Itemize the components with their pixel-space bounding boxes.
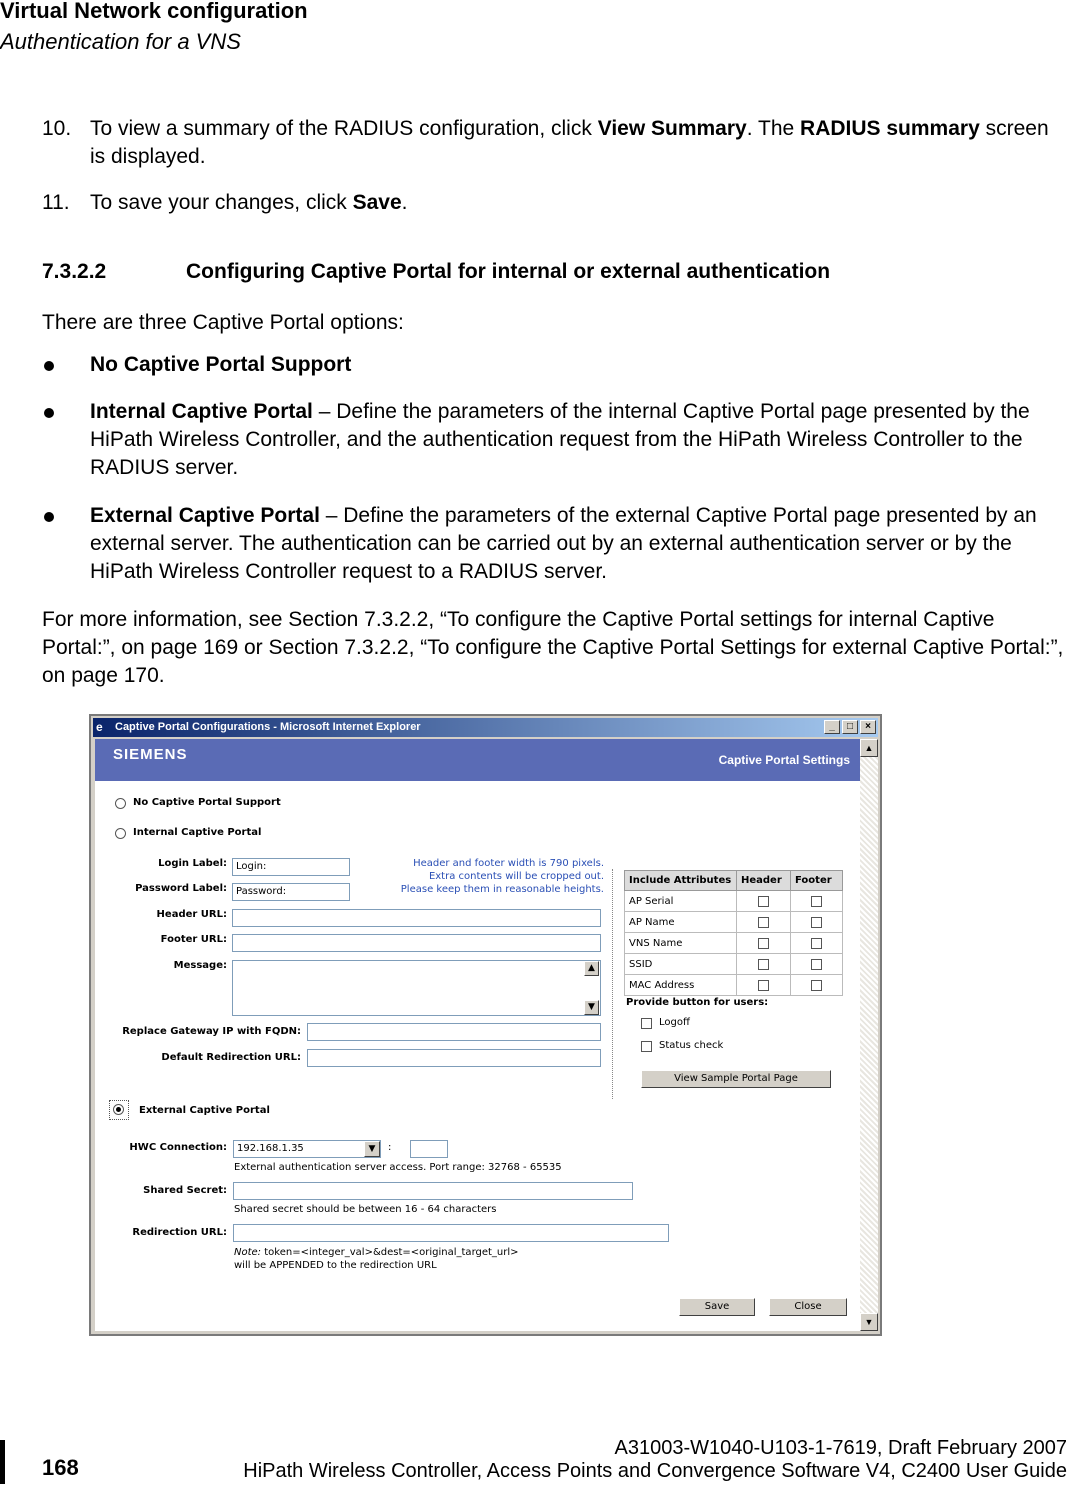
note-text: will be APPENDED to the redirection URL xyxy=(234,1260,437,1271)
footer-url-label: Footer URL: xyxy=(160,934,227,945)
hwc-hint: External authentication server access. Port range: 32768 - 65535 xyxy=(234,1162,562,1173)
bullet-text xyxy=(90,351,1050,379)
maximize-icon[interactable]: □ xyxy=(842,720,858,734)
step-text-part: screen is displayed. xyxy=(90,117,1049,168)
col-header: Header xyxy=(737,871,791,891)
radio-no-portal[interactable] xyxy=(115,798,126,809)
ie-icon: e xyxy=(96,720,103,734)
more-info-text: For more information, see Section 7.3.2.2, “To configure the Captive Portal settings for internal Captive Portal:”, on page 169 or Section 7.3.2.2, “To configure the Captive Portal Settings for external Captive Portal:”, on page 170. xyxy=(42,608,1064,687)
step-text xyxy=(90,189,1050,217)
step-number: 11. xyxy=(42,191,70,214)
footer-checkbox[interactable] xyxy=(811,959,822,970)
scroll-down-icon[interactable]: ▼ xyxy=(584,1000,599,1015)
header-cell xyxy=(737,891,791,912)
radio-internal-portal-label: Internal Captive Portal xyxy=(133,827,262,838)
step-bold-radius-summary: RADIUS summary xyxy=(800,117,980,140)
step-text-part: . xyxy=(401,191,408,214)
login-label: Login Label: xyxy=(158,858,227,869)
guide-title: HiPath Wireless Controller, Access Points and Convergence Software V4, C2400 User Guide xyxy=(243,1460,1067,1482)
footer-checkbox[interactable] xyxy=(811,938,822,949)
header-checkbox[interactable] xyxy=(758,917,769,928)
save-button[interactable]: Save xyxy=(679,1298,755,1316)
note-text: token=<integer_val>&dest=<original_target_url> xyxy=(261,1247,519,1258)
status-check-label: Status check xyxy=(659,1040,724,1051)
radio-internal-portal[interactable] xyxy=(115,828,126,839)
password-label: Password Label: xyxy=(135,883,227,894)
attributes-table xyxy=(624,870,843,996)
scroll-up-icon[interactable]: ▲ xyxy=(584,961,599,976)
browser-window xyxy=(89,714,882,1336)
chapter-title: Virtual Network configuration xyxy=(0,0,308,23)
bullet-item xyxy=(0,398,1073,488)
bullet-item xyxy=(0,351,1073,381)
bullet-desc: – Define the parameters of the external Captive Portal page presented by an external server. The authentication can be carried out by an external authentication server or by the HiPath Wireless Controller request to a RADIUS server. xyxy=(90,504,1037,583)
page-heading: Captive Portal Settings xyxy=(718,753,850,767)
footer-cell xyxy=(791,912,843,933)
hwc-connection-select[interactable] xyxy=(233,1140,381,1158)
header-checkbox[interactable] xyxy=(758,938,769,949)
page-content xyxy=(95,739,860,1331)
header-checkbox[interactable] xyxy=(758,980,769,991)
provide-buttons-label: Provide button for users: xyxy=(626,997,769,1008)
col-include-attributes: Include Attributes xyxy=(625,871,737,891)
bullet-bold: Internal Captive Portal xyxy=(90,400,313,423)
footer-checkbox[interactable] xyxy=(811,980,822,991)
change-bar xyxy=(0,1440,5,1484)
logoff-label: Logoff xyxy=(659,1017,690,1028)
status-check-checkbox[interactable] xyxy=(641,1041,652,1052)
header-checkbox[interactable] xyxy=(758,959,769,970)
hwc-connection-value: 192.168.1.35 xyxy=(237,1143,304,1154)
step-number: 10. xyxy=(42,117,72,140)
doc-id: A31003-W1040-U103-1-7619, Draft February 2007 xyxy=(614,1437,1067,1459)
subsection-title: Configuring Captive Portal for internal or external authentication xyxy=(186,260,831,283)
replace-gateway-label: Replace Gateway IP with FQDN: xyxy=(122,1026,301,1037)
radio-external-portal[interactable] xyxy=(113,1104,124,1115)
note-label: Note: xyxy=(234,1247,262,1258)
window-titlebar xyxy=(93,718,878,737)
view-sample-portal-button[interactable]: View Sample Portal Page xyxy=(641,1070,831,1088)
step-text xyxy=(90,115,1050,171)
bullet-icon xyxy=(44,361,54,371)
redirection-note xyxy=(234,1246,519,1272)
bullet-text xyxy=(90,398,1050,482)
step-text-part: . The xyxy=(746,117,801,140)
header-url-input[interactable] xyxy=(232,909,601,927)
header-cell xyxy=(737,954,791,975)
redirection-url-input[interactable] xyxy=(233,1224,669,1242)
shared-secret-input[interactable] xyxy=(233,1182,633,1200)
header-url-label: Header URL: xyxy=(156,909,227,920)
bullet-text xyxy=(90,502,1050,586)
col-footer: Footer xyxy=(791,871,843,891)
footer-cell xyxy=(791,933,843,954)
step-11 xyxy=(0,189,1073,219)
chevron-down-icon[interactable]: ▼ xyxy=(364,1141,380,1157)
attribute-name: MAC Address xyxy=(625,975,737,996)
bullet-bold: External Captive Portal xyxy=(90,504,320,527)
footer-checkbox[interactable] xyxy=(811,917,822,928)
attribute-name: AP Serial xyxy=(625,891,737,912)
table-row xyxy=(625,933,843,954)
step-bold-save: Save xyxy=(352,191,402,214)
vertical-scrollbar[interactable] xyxy=(860,739,878,1331)
close-icon[interactable]: × xyxy=(860,720,876,734)
header-cell xyxy=(737,975,791,996)
header-footer-hint xyxy=(360,857,604,896)
footer-cell xyxy=(791,954,843,975)
replace-gateway-input[interactable] xyxy=(307,1023,601,1041)
step-text-part: To view a summary of the RADIUS configuration, click xyxy=(90,117,598,140)
section-title: Authentication for a VNS xyxy=(0,29,241,54)
bullet-icon xyxy=(44,408,54,418)
step-bold-view-summary: View Summary xyxy=(597,117,747,140)
intro-text: There are three Captive Portal options: xyxy=(42,311,404,334)
hint-line: Extra contents will be cropped out. xyxy=(428,871,604,882)
footer-cell xyxy=(791,975,843,996)
table-row xyxy=(625,891,843,912)
scroll-up-icon[interactable]: ▲ xyxy=(860,739,878,757)
radio-no-portal-label: No Captive Portal Support xyxy=(133,797,281,808)
password-label-input[interactable]: Password: xyxy=(232,883,350,901)
footer-url-input[interactable] xyxy=(232,934,601,952)
footer-cell xyxy=(791,891,843,912)
page-number: 168 xyxy=(42,1455,79,1480)
table-row xyxy=(625,975,843,996)
bullet-item xyxy=(0,502,1073,592)
table-header-row xyxy=(625,871,843,891)
portal-banner xyxy=(95,739,860,781)
default-redirect-label: Default Redirection URL: xyxy=(161,1052,301,1063)
header-cell xyxy=(737,912,791,933)
radio-external-portal-label: External Captive Portal xyxy=(139,1105,270,1116)
message-label: Message: xyxy=(173,960,227,971)
port-separator: : xyxy=(388,1142,392,1153)
hint-line: Header and footer width is 790 pixels. xyxy=(413,858,604,869)
window-title: Captive Portal Configurations - Microsoft Internet Explorer xyxy=(115,721,421,733)
attribute-name: VNS Name xyxy=(625,933,737,954)
column-divider xyxy=(612,869,613,1099)
scroll-down-icon[interactable]: ▼ xyxy=(860,1313,878,1331)
hwc-connection-label: HWC Connection: xyxy=(129,1142,227,1153)
port-input[interactable] xyxy=(410,1140,448,1158)
table-row xyxy=(625,912,843,933)
attribute-name: AP Name xyxy=(625,912,737,933)
login-label-input[interactable]: Login: xyxy=(232,858,350,876)
subsection-number: 7.3.2.2 xyxy=(42,260,107,283)
minimize-icon[interactable]: _ xyxy=(824,720,840,734)
table-row xyxy=(625,954,843,975)
step-text-part: To save your changes, click xyxy=(90,191,353,214)
close-button[interactable]: Close xyxy=(769,1298,847,1316)
message-textarea[interactable] xyxy=(232,960,601,1016)
bullet-desc: – Define the parameters of the internal Captive Portal page presented by the HiPath Wireless Controller, and the authentication request from the HiPath Wireless Controller to the RADIUS server. xyxy=(90,400,1030,479)
attribute-name: SSID xyxy=(625,954,737,975)
redirection-url-label: Redirection URL: xyxy=(132,1227,227,1238)
brand-logo: SIEMENS xyxy=(113,746,188,763)
shared-secret-hint: Shared secret should be between 16 - 64 characters xyxy=(234,1204,497,1215)
header-checkbox[interactable] xyxy=(758,896,769,907)
bullet-icon xyxy=(44,512,54,522)
logoff-checkbox[interactable] xyxy=(641,1018,652,1029)
default-redirect-input[interactable] xyxy=(307,1049,601,1067)
step-10 xyxy=(0,115,1073,175)
footer-checkbox[interactable] xyxy=(811,896,822,907)
shared-secret-label: Shared Secret: xyxy=(143,1185,227,1196)
header-cell xyxy=(737,933,791,954)
bullet-bold: No Captive Portal Support xyxy=(90,353,352,376)
hint-line: Please keep them in reasonable heights. xyxy=(400,884,604,895)
